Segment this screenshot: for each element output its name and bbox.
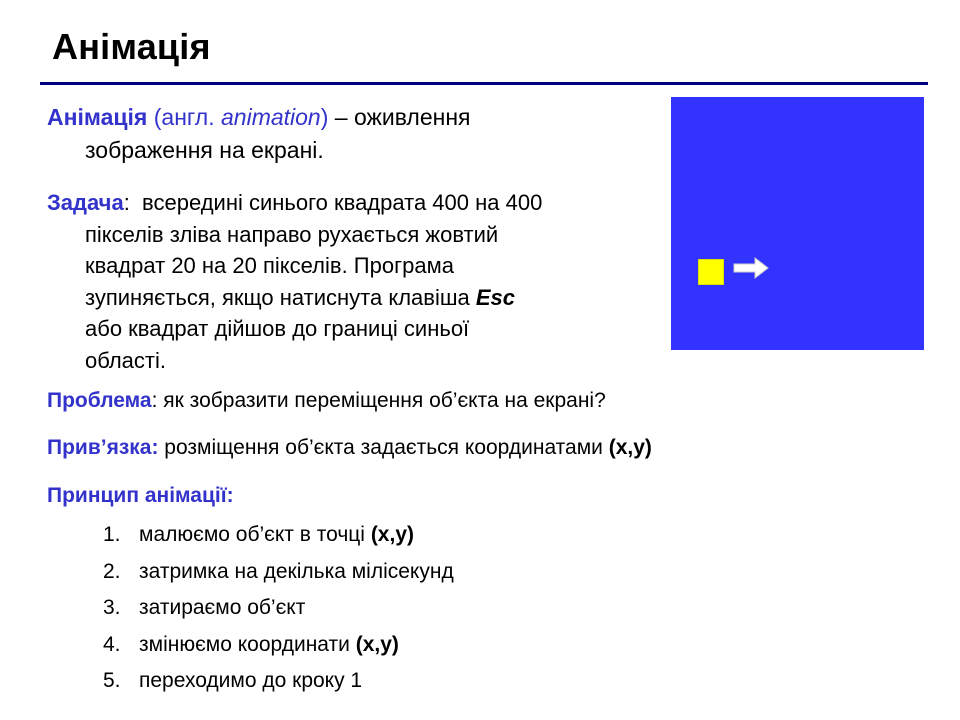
task-text-4: зупиняється, якщо натиснута клавіша — [85, 284, 476, 310]
binding-line — [47, 434, 652, 462]
list-item — [103, 554, 454, 591]
right-arrow-icon — [733, 257, 769, 279]
step-number: 2. — [103, 559, 121, 583]
task-label: Задача — [47, 190, 124, 215]
step-number: 5. — [103, 669, 121, 692]
slide-title: Анімація — [52, 26, 211, 67]
definition-line-2: зображення на екрані. — [85, 137, 324, 163]
list-item — [103, 517, 454, 554]
principle-label: Принцип анімації: — [47, 484, 234, 507]
problem-label: Проблема — [47, 389, 152, 412]
task-text-1: всередині синього квадрата 400 на 400 — [129, 190, 543, 215]
step-text: затираємо об’єкт — [139, 596, 306, 619]
esc-key-label: Esc — [475, 284, 516, 310]
task-line-1 — [47, 187, 667, 219]
step-text: затримка на декілька мілісекунд — [139, 559, 454, 583]
problem-line — [47, 387, 606, 415]
definition-paragraph — [47, 101, 607, 167]
blue-area — [671, 97, 924, 350]
step-text: змінюємо координати — [139, 632, 356, 656]
task-line-6: області. — [85, 347, 166, 373]
step-bold: (x,y) — [370, 523, 414, 546]
definition-term: Анімація — [47, 104, 148, 130]
step-number: 4. — [103, 632, 121, 656]
list-item — [103, 663, 454, 700]
task-line-3: квадрат 20 на 20 пікселів. Програма — [85, 253, 454, 278]
definition-line-1 — [47, 101, 607, 134]
step-text: малюємо об’єкт в точці — [139, 523, 371, 546]
task-line-5: або квадрат дійшов до границі синьої — [85, 316, 470, 341]
definition-text: – оживлення — [328, 104, 471, 130]
step-text: переходимо до кроку 1 — [139, 669, 363, 692]
principle-heading — [47, 482, 234, 510]
task-colon: : — [123, 190, 130, 215]
task-line-2: пікселів зліва направо рухається жовтий — [85, 221, 499, 247]
list-item — [103, 627, 454, 664]
yellow-square — [698, 259, 724, 285]
step-bold: (x,y) — [355, 632, 399, 656]
steps-list — [103, 517, 454, 700]
task-line-4 — [47, 282, 667, 314]
list-item — [103, 590, 454, 627]
problem-text: : як зобразити переміщення об’єкта на екрані? — [151, 389, 606, 412]
title-underline — [40, 82, 928, 85]
step-number: 3. — [103, 596, 121, 619]
definition-close-paren: ) — [320, 104, 329, 130]
binding-coords: (x,y) — [608, 436, 652, 459]
task-paragraph — [47, 187, 667, 376]
step-number: 1. — [103, 523, 121, 546]
binding-text: розміщення об’єкта задається координатами — [158, 436, 609, 459]
definition-open-paren: (англ. — [147, 104, 221, 130]
definition-english: animation — [221, 104, 321, 130]
binding-label: Прив’язка: — [47, 436, 159, 459]
